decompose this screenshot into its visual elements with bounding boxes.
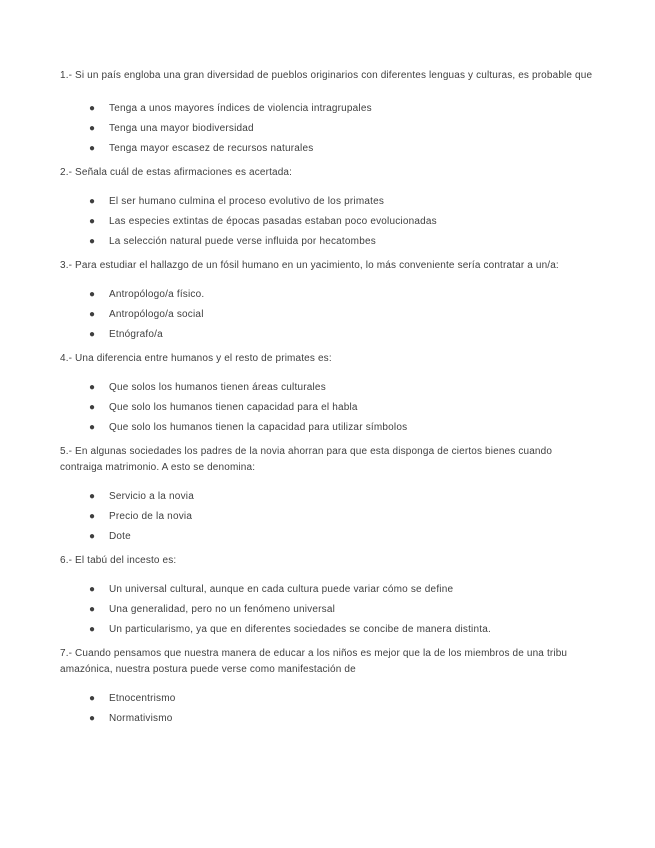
bullet-icon: ●	[89, 624, 96, 635]
document-page	[60, 68, 595, 735]
option-text: Que solo los humanos tienen capacidad para el habla	[109, 402, 358, 413]
question-2	[60, 165, 595, 252]
option-item	[89, 398, 595, 418]
option-item	[89, 119, 595, 139]
option-text: Etnógrafo/a	[109, 329, 163, 340]
bullet-icon: ●	[89, 422, 96, 433]
option-list	[60, 285, 595, 345]
option-item	[89, 709, 595, 729]
option-text: Tenga mayor escasez de recursos naturales	[109, 143, 314, 154]
bullet-icon: ●	[89, 196, 96, 207]
option-text: Antropólogo/a social	[109, 309, 204, 320]
option-item	[89, 139, 595, 159]
question-1	[60, 68, 595, 159]
option-text: Las especies extintas de épocas pasadas estaban poco evolucionadas	[109, 216, 437, 227]
bullet-icon: ●	[89, 216, 96, 227]
option-list	[60, 192, 595, 252]
option-item	[89, 689, 595, 709]
option-text: Antropólogo/a físico.	[109, 289, 205, 300]
option-text: Que solos los humanos tienen áreas culturales	[109, 382, 326, 393]
option-text: Que solo los humanos tienen la capacidad para utilizar símbolos	[109, 422, 408, 433]
option-list	[60, 580, 595, 640]
question-3	[60, 258, 595, 345]
option-text: El ser humano culmina el proceso evolutivo de los primates	[109, 196, 385, 207]
option-item	[89, 192, 595, 212]
option-item	[89, 507, 595, 527]
question-5	[60, 444, 595, 547]
option-item	[89, 305, 595, 325]
option-text: Servicio a la novia	[109, 491, 194, 502]
question-7	[60, 646, 595, 729]
option-text: Un particularismo, ya que en diferentes sociedades se concibe de manera distinta.	[109, 624, 491, 635]
option-item	[89, 487, 595, 507]
option-item	[89, 378, 595, 398]
option-item	[89, 600, 595, 620]
option-text: La selección natural puede verse influida por hecatombes	[109, 236, 376, 247]
option-text: Tenga una mayor biodiversidad	[109, 123, 254, 134]
question-text: 3.- Para estudiar el hallazgo de un fósil humano en un yacimiento, lo más conveniente sería contratar a un/a:	[60, 260, 559, 271]
question-text: 6.- El tabú del incesto es:	[60, 555, 177, 566]
bullet-icon: ●	[89, 713, 96, 724]
bullet-icon: ●	[89, 531, 96, 542]
option-item	[89, 232, 595, 252]
option-list	[60, 689, 595, 729]
option-item	[89, 620, 595, 640]
option-item	[89, 418, 595, 438]
option-list	[60, 99, 595, 159]
option-item	[89, 580, 595, 600]
option-list	[60, 378, 595, 438]
option-text: Precio de la novia	[109, 511, 193, 522]
question-text: 7.- Cuando pensamos que nuestra manera de educar a los niños es mejor que la de los miembros de una tribu amazónica, nuestra postura puede verse como manifestación de	[60, 648, 568, 675]
bullet-icon: ●	[89, 584, 96, 595]
bullet-icon: ●	[89, 236, 96, 247]
bullet-icon: ●	[89, 143, 96, 154]
option-item	[89, 212, 595, 232]
question-6	[60, 553, 595, 640]
question-text: 4.- Una diferencia entre humanos y el resto de primates es:	[60, 353, 332, 364]
option-item	[89, 527, 595, 547]
question-text: 2.- Señala cuál de estas afirmaciones es acertada:	[60, 167, 293, 178]
bullet-icon: ●	[89, 604, 96, 615]
option-text: Un universal cultural, aunque en cada cultura puede variar cómo se define	[109, 584, 454, 595]
bullet-icon: ●	[89, 491, 96, 502]
bullet-icon: ●	[89, 309, 96, 320]
option-item	[89, 285, 595, 305]
option-text: Normativismo	[109, 713, 173, 724]
option-text: Dote	[109, 531, 131, 542]
question-text: 1.- Si un país engloba una gran diversidad de pueblos originarios con diferentes lenguas y culturas, es probable que	[60, 70, 593, 81]
question-text: 5.- En algunas sociedades los padres de la novia ahorran para que esta disponga de ciertos bienes cuando contraiga matrimonio. A esto se denomina:	[60, 446, 553, 473]
bullet-icon: ●	[89, 123, 96, 134]
bullet-icon: ●	[89, 382, 96, 393]
option-text: Etnocentrismo	[109, 693, 176, 704]
bullet-icon: ●	[89, 511, 96, 522]
bullet-icon: ●	[89, 693, 96, 704]
bullet-icon: ●	[89, 402, 96, 413]
option-text: Una generalidad, pero no un fenómeno universal	[109, 604, 336, 615]
option-text: Tenga a unos mayores índices de violencia intragrupales	[109, 103, 372, 114]
bullet-icon: ●	[89, 329, 96, 340]
option-list	[60, 487, 595, 547]
option-item	[89, 99, 595, 119]
bullet-icon: ●	[89, 103, 96, 114]
bullet-icon: ●	[89, 289, 96, 300]
option-item	[89, 325, 595, 345]
question-4	[60, 351, 595, 438]
